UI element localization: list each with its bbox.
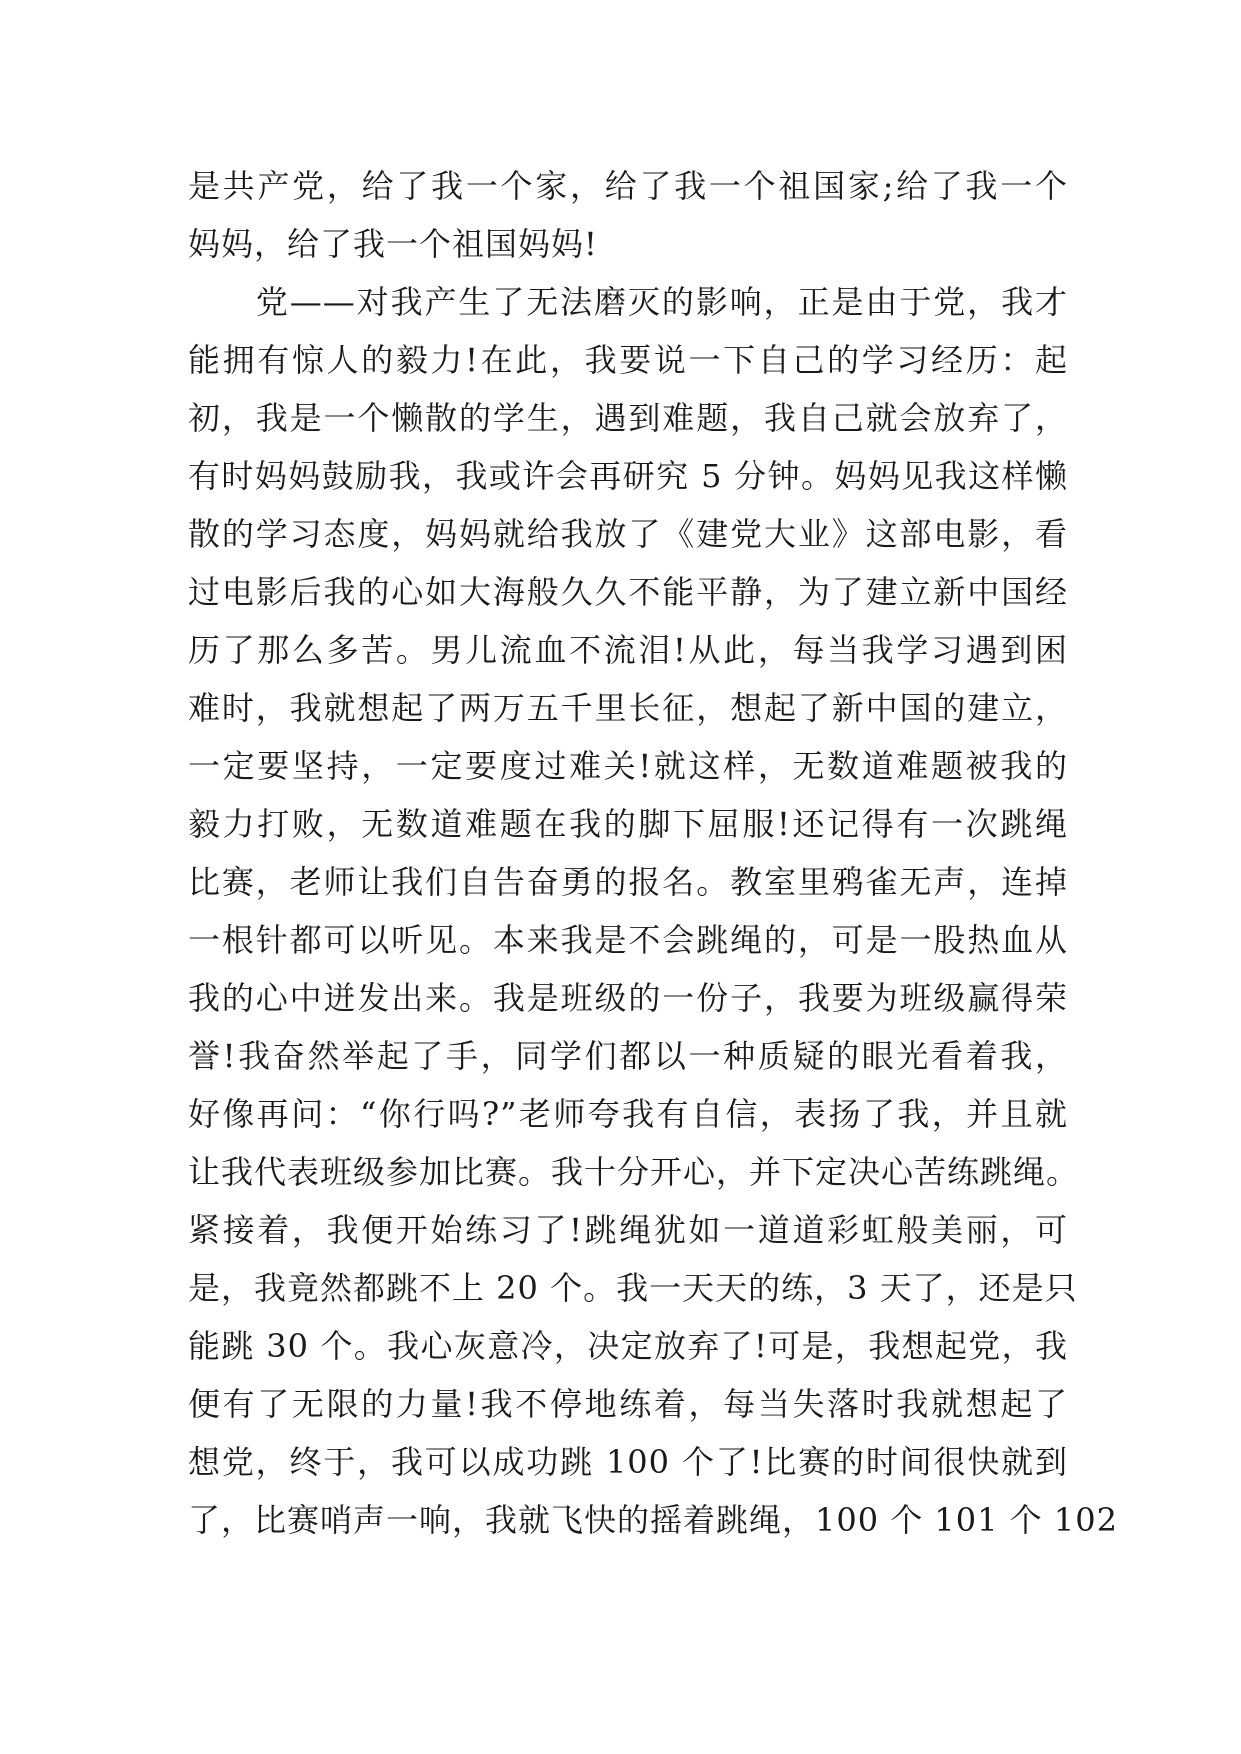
text-line: 想党，终于，我可以成功跳 100 个了!比赛的时间很快就到 <box>188 1443 1068 1481</box>
text-line: 是共产党，给了我一个家，给了我一个祖国家;给了我一个 <box>188 167 1068 205</box>
text-line: 妈妈，给了我一个祖国妈妈! <box>188 225 598 263</box>
text-line: 历了那么多苦。男儿流血不流泪!从此，每当我学习遇到困 <box>188 631 1068 669</box>
text-line: 好像再问：“你行吗?”老师夸我有自信，表扬了我，并且就 <box>188 1095 1068 1133</box>
text-line: 一定要坚持，一定要度过难关!就这样，无数道难题被我的 <box>188 747 1068 785</box>
text-line: 初，我是一个懒散的学生，遇到难题，我自己就会放弃了， <box>188 399 1068 437</box>
text-line: 紧接着，我便开始练习了!跳绳犹如一道道彩虹般美丽，可 <box>188 1211 1068 1249</box>
text-line: 能跳 30 个。我心灰意冷，决定放弃了!可是，我想起党，我 <box>188 1327 1068 1365</box>
text-line: 誉!我奋然举起了手，同学们都以一种质疑的眼光看着我， <box>188 1037 1068 1075</box>
text-line: 了，比赛哨声一响，我就飞快的摇着跳绳，100 个 101 个 102 <box>188 1501 1118 1539</box>
text-line: 便有了无限的力量!我不停地练着，每当失落时我就想起了 <box>188 1385 1068 1423</box>
text-line: 是，我竟然都跳不上 20 个。我一天天的练，3 天了，还是只 <box>188 1269 1078 1307</box>
text-line: 能拥有惊人的毅力!在此，我要说一下自己的学习经历：起 <box>188 341 1068 379</box>
text-line: 党——对我产生了无法磨灭的影响，正是由于党，我才 <box>188 283 1068 321</box>
body-text <box>188 157 1118 1549</box>
text-line: 毅力打败，无数道难题在我的脚下屈服!还记得有一次跳绳 <box>188 805 1068 843</box>
text-line: 我的心中迸发出来。我是班级的一份子，我要为班级赢得荣 <box>188 979 1068 1017</box>
text-line: 一根针都可以听见。本来我是不会跳绳的，可是一股热血从 <box>188 921 1068 959</box>
text-line: 散的学习态度，妈妈就给我放了《建党大业》这部电影，看 <box>188 515 1068 553</box>
text-line: 有时妈妈鼓励我，我或许会再研究 5 分钟。妈妈见我这样懒 <box>188 457 1068 495</box>
text-line: 难时，我就想起了两万五千里长征，想起了新中国的建立， <box>188 689 1068 727</box>
text-line: 过电影后我的心如大海般久久不能平静，为了建立新中国经 <box>188 573 1068 611</box>
text-line: 比赛，老师让我们自告奋勇的报名。教室里鸦雀无声，连掉 <box>188 863 1068 901</box>
text-line: 让我代表班级参加比赛。我十分开心，并下定决心苦练跳绳。 <box>188 1153 1080 1191</box>
